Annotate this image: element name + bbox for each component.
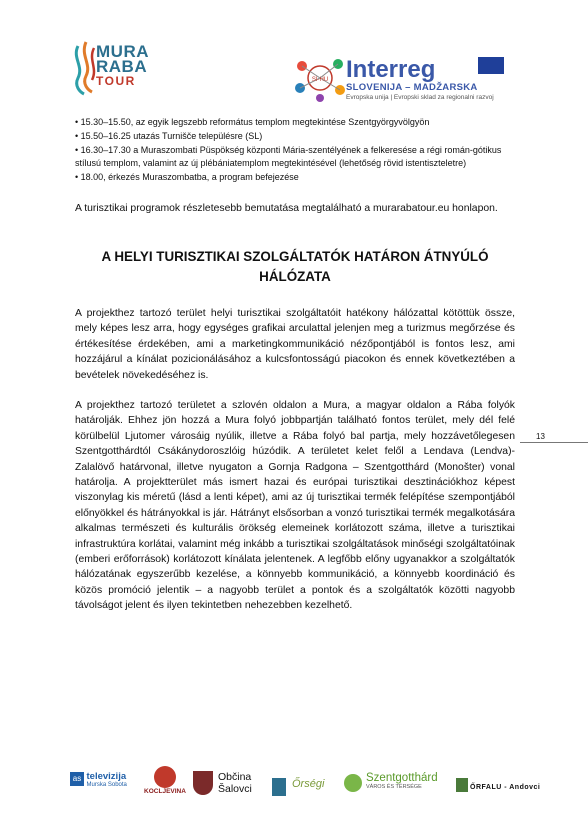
si-hu-badge: SI-HU [311,77,329,83]
eu-flag-icon [478,57,504,74]
paragraph-network: A projekthez tartozó terület helyi turisztikai szolgáltatóit hatékony hálózattal kötöttük össze, mely képes lesz arra, hogy egységes grafikai arculattal jelenjen meg a turizmus megőrzése és értékesítése érdekében, ami a marketingkommunikáció nézőpontjából is fontos lesz, ami hozzájárul a kínálat pozicionálásához a kulcsfontosságú piacokon és ennek következtében a bevételek növekedéséhez is. [75,308,515,381]
paragraph-area: A projekthez tartozó területet a szlovén oldalon a Mura, a magyar oldalon a Rába folyók határolják. Ehhez jön hozzá a Mura folyó jobbpartján található fontos terület, mely dél felé körülbelül Ljutomer városáig nyúlik, illetve a Rába folyó bal partja, mely hozzávetőlegesen Szentgotthárdtól Csákánydoroszlóig húzódik. A területet kelet felől a Lendava (Lendva)-Zalalövő határvonal, illetve nyugaton a Gornja Radgona – Szentgotthárd (Monošter) vonal határolja. A projektterület más ismert hazai és európai turisztikai desztinációkhoz képest viszonylag kis méretű (lásd a lenti képet), ami az új turisztikai termék felépítése szempontjából előnyökkel és hátrányokkal is jár. Hátrányt elsősorban a vonzó turisztikai termék megalkotására alkalmas természeti és kulturális örökség elemeinek korlátozott száma, illetve a turisztikai infrastruktúra korlátai, valamint még inkább a turisztikai szolgáltatások minőségi szolgáltatóinak (emberi erőforrások) korlátozott kínálata jelentenek. A legfőbb előny ugyanakkor a szolgáltatók hálózatának egyszerűbb kezelése, a könnyebb kommunikáció, a könnyebb koordináció és közös promóció jelentik – a nagyobb terület a pontok és a szolgáltatók közötti nagyobb távolságot jelent és ilyen tekintetben nehezebben kezelhető. [75,400,515,612]
mura-raba-tour-wordmark [96,44,149,89]
tv-subtitle: Murska Sobota [86,782,127,788]
szentgotthard-logo [366,772,438,790]
crest-icon [272,778,286,796]
schedule-item: • 15.50–16.25 utazás Turnišče településre (SL) [75,130,263,141]
schedule-list [75,116,515,185]
szentgotthard-subtitle: VÁROS ÉS TÉRSÉGE [366,784,422,790]
kocljevina-logo [140,766,190,795]
page-number: 13 [536,432,545,441]
interreg-fund: Evropska unija | Evropski sklad za regionalni razvoj [346,94,494,101]
interreg-country: SLOVENIJA – MADŽARSKA [346,82,478,93]
obcina-text: Občina [218,771,252,783]
logo-raba-text: RABA [96,57,148,76]
szentgotthard-text: Szentgotthárd [366,772,438,784]
obcina-salovci-logo [218,771,252,795]
schedule-item: • 18.00, érkezés Muraszombatba, a program befejezése [75,172,299,183]
interreg-network-icon [290,52,350,104]
orseg-logo: Őrségi [292,778,325,790]
salovci-coat-of-arms-icon [193,771,213,795]
orfalu-text: ŐRFALU - Andovci [470,784,541,791]
section-heading: A HELYI TURISZTIKAI SZOLGÁLTATÓK HATÁRON ÁTNYÚLÓ HÁLÓZATA [101,249,489,284]
kocljevina-text: KOCLJEVINA [144,788,186,795]
logo-mura-text: MURA [96,42,149,61]
logo-tour-text: TOUR [96,74,136,88]
schedule-item: • 16.30–17.30 a Muraszombati Püspökség központi Mária-szentélyének a felkeresése a régi román-gótikus stílusú templom, valamint az új plébániatemplom megtekintésével (lehetőség rövid istentiszteletre) [75,144,502,169]
schedule-item: • 15.30–15.50, az egyik legszebb református templom megtekintése Szentgyörgyvölgyön [75,117,430,127]
televizija-logo [70,772,132,788]
kocljevina-emblem-icon [154,766,176,788]
tv-icon: as [70,772,84,786]
salovci-text: Šalovci [218,783,252,795]
leaf-icon [344,774,362,792]
page-number-divider [520,442,588,443]
website-reference: A turisztikai programok részletesebb bemutatása megtalálható a murarabatour.eu honlapon. [75,203,498,214]
tv-title: televizija [86,771,127,782]
orfalu-crest-icon [456,778,468,792]
interreg-title: Interreg [346,56,436,83]
